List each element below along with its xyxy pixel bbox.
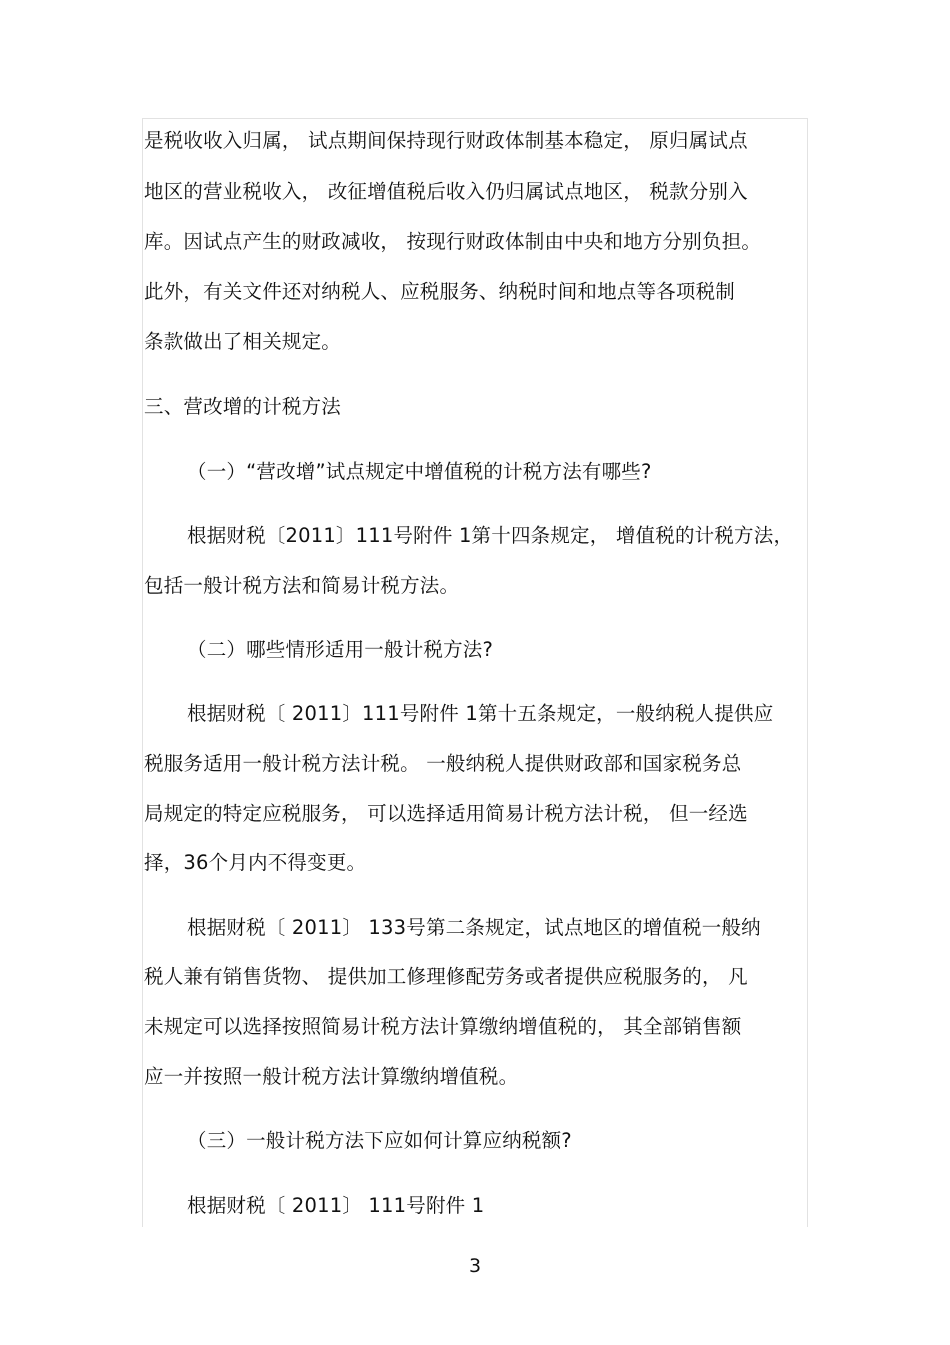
question-heading: （一）“营改增”试点规定中增值税的计税方法有哪些?: [187, 460, 652, 483]
text-line: 根据财税〔 2011〕 111号附件 1: [187, 1194, 485, 1217]
text-line: 应一并按照一般计税方法计算缴纳增值税。: [144, 1065, 519, 1088]
question-heading: （三）一般计税方法下应如何计算应纳税额?: [187, 1129, 572, 1152]
text-line: 库。因试点产生的财政减收， 按现行财政体制由中央和地方分别负担。: [144, 230, 762, 253]
section-heading: 三、营改增的计税方法: [144, 395, 342, 418]
question-heading: （二）哪些情形适用一般计税方法?: [187, 638, 494, 661]
page-number: 3: [468, 1255, 482, 1277]
text-line: 是税收收入归属， 试点期间保持现行财政体制基本稳定， 原归属试点: [144, 129, 748, 152]
text-line: 条款做出了相关规定。: [144, 330, 342, 353]
text-line: 税服务适用一般计税方法计税。 一般纳税人提供财政部和国家税务总: [144, 752, 742, 775]
text-line: 根据财税〔 2011〕 133号第二条规定，试点地区的增值税一般纳: [187, 916, 761, 939]
text-line: 包括一般计税方法和简易计税方法。: [144, 574, 460, 597]
text-line: 地区的营业税收入， 改征增值税后收入仍归属试点地区， 税款分别入: [144, 180, 748, 203]
text-line: 此外，有关文件还对纳税人、应税服务、纳税时间和地点等各项税制: [144, 280, 736, 303]
text-line: 根据财税〔 2011〕111号附件 1第十五条规定，一般纳税人提供应: [187, 702, 774, 725]
text-line: 税人兼有销售货物、 提供加工修理修配劳务或者提供应税服务的， 凡: [144, 965, 748, 988]
text-line: 根据财税〔2011〕111号附件 1第十四条规定， 增值税的计税方法，: [187, 524, 794, 547]
text-line: 未规定可以选择按照简易计税方法计算缴纳增值税的， 其全部销售额: [144, 1015, 742, 1038]
text-line: 局规定的特定应税服务， 可以选择适用简易计税方法计税， 但一经选: [144, 802, 748, 825]
text-line: 择，36个月内不得变更。: [144, 851, 367, 874]
